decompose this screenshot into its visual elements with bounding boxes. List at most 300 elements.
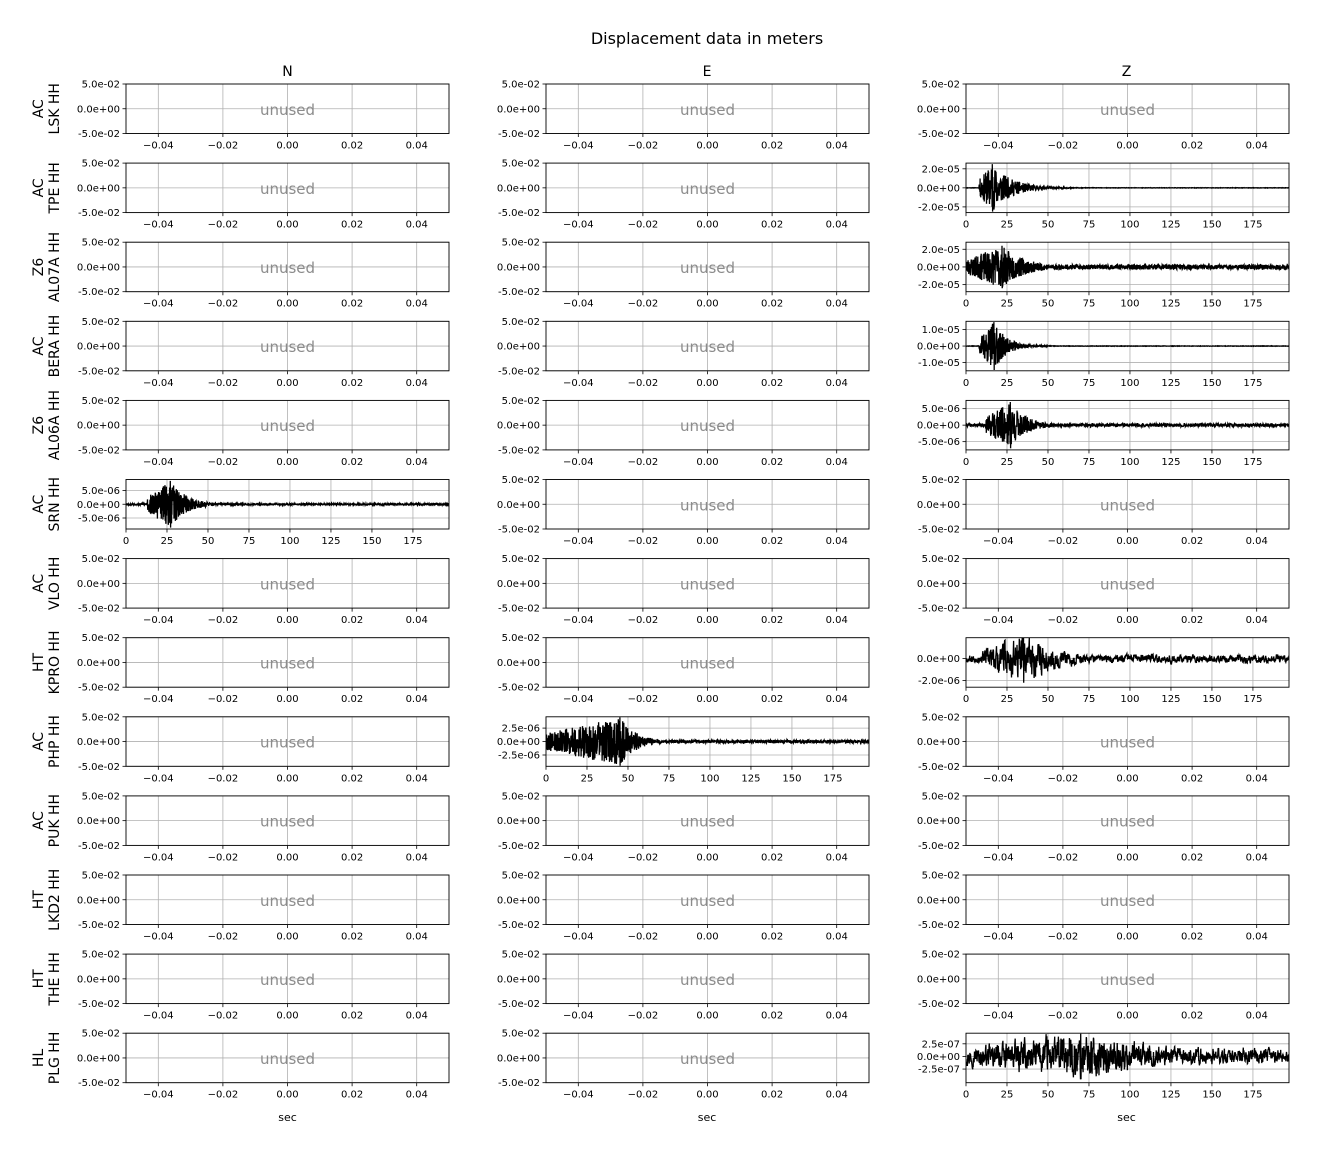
y-tick-label: 0.0e+00 [76, 499, 120, 511]
y-tick-label: -5.0e-02 [498, 603, 540, 615]
y-tick-label: -5.0e-02 [498, 129, 540, 140]
x-tick-label: 0.02 [760, 615, 784, 627]
y-tick-label: 0.0e+00 [76, 104, 120, 116]
x-tick-label: 0.04 [405, 1089, 428, 1101]
x-tick-label: −0.04 [142, 140, 174, 152]
x-tick-label: 175 [1243, 1089, 1263, 1101]
x-tick-label: 0.00 [276, 298, 299, 310]
x-tick-label: −0.04 [562, 456, 594, 468]
y-tick-label: 5.0e-02 [501, 949, 540, 961]
x-tick-label: 0.04 [405, 219, 428, 231]
y-tick-label: -5.0e-02 [78, 445, 120, 457]
y-tick-label: -5.0e-02 [78, 840, 120, 852]
unused-label: unused [259, 258, 316, 277]
x-tick-label: 100 [1120, 219, 1140, 231]
x-tick-label: 150 [1202, 1089, 1222, 1101]
x-tick-label: 0.00 [696, 298, 719, 310]
x-tick-label: 0.04 [405, 140, 428, 152]
y-tick-label: -5.0e-02 [498, 445, 540, 457]
panel-puk-hh-e [497, 791, 869, 863]
panel-al06a-hh-z [917, 400, 1289, 468]
row-label-station: AL07A HH [47, 231, 63, 303]
y-tick-label: 0.0e+00 [916, 183, 960, 195]
x-tick-label: −0.02 [1047, 536, 1079, 547]
x-tick-label: 75 [1082, 1089, 1096, 1101]
unused-label: unused [259, 970, 316, 989]
y-tick-label: 2.5e-06 [501, 723, 540, 735]
x-tick-label: 0.04 [825, 456, 848, 468]
x-tick-label: 0.02 [760, 536, 784, 547]
unused-label: unused [679, 338, 736, 357]
x-tick-label: 0.02 [760, 1010, 784, 1022]
y-tick-label: -2.5e-06 [498, 750, 540, 762]
y-tick-label: 5.0e-02 [921, 791, 960, 803]
panel-the-hh-e [497, 950, 869, 1022]
x-tick-label: 0.04 [1245, 1010, 1268, 1022]
x-tick-label: 0.00 [276, 694, 299, 706]
x-tick-label: −0.04 [142, 694, 174, 706]
unused-label: unused [679, 258, 736, 277]
panel-plg-hh-n [77, 1029, 449, 1101]
x-tick-label: 0.00 [696, 852, 719, 864]
x-tick-label: 100 [1120, 1089, 1140, 1101]
x-tick-label: 0.00 [1116, 931, 1139, 943]
y-tick-label: 5.0e-02 [81, 791, 120, 803]
x-tick-label: 125 [1161, 219, 1181, 231]
x-tick-label: −0.02 [207, 298, 239, 310]
y-tick-label: 0.0e+00 [496, 578, 540, 590]
row-label-network: AC [31, 573, 47, 593]
waveform-line [126, 481, 449, 528]
unused-label: unused [1099, 575, 1156, 594]
x-tick-label: −0.02 [207, 694, 239, 706]
y-tick-label: 5.0e-02 [501, 395, 540, 407]
y-tick-label: -5.0e-02 [498, 999, 540, 1011]
x-tick-label: 75 [1082, 298, 1096, 310]
x-tick-label: 0.00 [276, 1010, 299, 1022]
y-tick-label: -2.0e-06 [918, 676, 960, 688]
column-title-n: N [282, 64, 293, 80]
row-label-network: HT [31, 652, 47, 672]
x-tick-label: −0.02 [1047, 773, 1079, 785]
y-tick-label: 5.0e-02 [501, 158, 540, 170]
panel-vlo-hh-z [917, 554, 1289, 626]
y-tick-label: 5.0e-02 [81, 158, 120, 170]
y-tick-label: 0.0e+00 [496, 104, 540, 116]
x-tick-label: −0.02 [627, 219, 659, 231]
unused-label: unused [1099, 970, 1156, 989]
row-label [31, 83, 63, 134]
x-tick-label: 50 [1041, 456, 1055, 468]
x-tick-label: −0.04 [562, 931, 594, 943]
x-tick-label: 0.00 [696, 140, 719, 152]
y-tick-label: -5.0e-02 [498, 287, 540, 299]
panel-srn-hh-e [497, 475, 869, 547]
y-tick-label: 5.0e-02 [81, 316, 120, 328]
unused-label: unused [679, 417, 736, 436]
x-tick-label: 50 [1041, 377, 1055, 389]
row-label [31, 794, 63, 847]
row-label [31, 477, 63, 532]
y-tick-label: 5.0e-02 [501, 791, 540, 803]
panel-grid [31, 80, 1289, 1101]
y-tick-label: 5.0e-02 [921, 949, 960, 961]
y-tick-label: -5.0e-02 [918, 603, 960, 615]
row-label-station: LKD2 HH [47, 868, 63, 931]
x-tick-label: 0.04 [1245, 852, 1268, 864]
unused-label: unused [1099, 891, 1156, 910]
x-tick-label: −0.02 [1047, 1010, 1079, 1022]
y-tick-label: 0.0e+00 [496, 737, 540, 749]
x-tick-label: −0.02 [207, 140, 239, 152]
x-tick-label: 0.00 [696, 1010, 719, 1022]
unused-label: unused [679, 654, 736, 673]
panel-lkd2-hh-z [917, 871, 1289, 943]
y-tick-label: -5.0e-02 [498, 366, 540, 378]
y-tick-label: 0.0e+00 [916, 578, 960, 590]
row-label [31, 715, 63, 768]
unused-label: unused [679, 812, 736, 831]
panel-php-hh-e [497, 717, 869, 785]
x-tick-label: 0.02 [760, 298, 784, 310]
panel-tpe-hh-e [497, 159, 869, 231]
y-tick-label: 5.0e-02 [921, 79, 960, 91]
x-tick-label: 0.02 [760, 852, 784, 864]
x-tick-label: 100 [1120, 456, 1140, 468]
y-tick-label: 5.0e-02 [921, 712, 960, 724]
x-tick-label: 0.00 [276, 615, 299, 627]
x-tick-label: 0.04 [405, 377, 428, 389]
y-tick-label: 5.0e-02 [81, 237, 120, 249]
panel-plg-hh-e [497, 1029, 869, 1101]
panel-vlo-hh-n [77, 554, 449, 626]
row-the-hh [31, 950, 1289, 1022]
waveform-line [966, 634, 1289, 683]
x-tick-label: 175 [1243, 298, 1263, 310]
unused-label: unused [679, 100, 736, 119]
x-tick-label: −0.02 [627, 852, 659, 864]
x-tick-label: 75 [1082, 219, 1096, 231]
panel-lsk-hh-n [77, 80, 449, 152]
x-tick-label: −0.02 [627, 615, 659, 627]
x-tick-label: 0.00 [276, 219, 299, 231]
x-tick-label: 0.02 [340, 773, 364, 785]
x-tick-label: 150 [1202, 298, 1222, 310]
y-tick-label: 5.0e-02 [501, 79, 540, 91]
x-tick-label: −0.04 [142, 773, 174, 785]
y-tick-label: -5.0e-02 [498, 920, 540, 931]
x-tick-label: −0.02 [627, 931, 659, 943]
x-tick-label: 175 [823, 773, 843, 785]
x-tick-label: 100 [1120, 377, 1140, 389]
panel-al06a-hh-n [77, 396, 449, 468]
x-tick-label: 0.04 [405, 615, 428, 627]
x-tick-label: 0.04 [825, 1089, 848, 1101]
panel-srn-hh-z [917, 475, 1289, 547]
y-tick-label: 5.0e-02 [81, 79, 120, 91]
y-tick-label: 1.0e-05 [921, 325, 960, 337]
x-tick-label: 0.02 [340, 615, 364, 627]
y-tick-label: 0.0e+00 [916, 420, 960, 432]
y-tick-label: -5.0e-02 [78, 208, 120, 220]
x-tick-label: 0.04 [825, 536, 848, 547]
panel-srn-hh-n [77, 480, 449, 548]
x-tick-label: 50 [621, 773, 635, 785]
y-tick-label: 0.0e+00 [496, 816, 540, 828]
y-tick-label: 0.0e+00 [76, 420, 120, 432]
x-tick-label: −0.04 [562, 1010, 594, 1022]
x-axis-label-z: sec [1117, 1111, 1136, 1124]
x-tick-label: 0.04 [405, 298, 428, 310]
x-tick-label: 0.02 [340, 694, 364, 706]
x-tick-label: 0.00 [276, 1089, 299, 1101]
y-tick-label: -5.0e-02 [78, 682, 120, 694]
x-tick-label: 0.04 [405, 456, 428, 468]
y-tick-label: 0.0e+00 [916, 654, 960, 666]
y-tick-label: 0.0e+00 [916, 974, 960, 986]
x-tick-label: 125 [321, 536, 341, 547]
x-tick-label: 25 [1000, 1089, 1014, 1101]
y-tick-label: 0.0e+00 [76, 578, 120, 590]
y-tick-label: -5.0e-02 [918, 999, 960, 1011]
y-tick-label: -5.0e-02 [78, 1078, 120, 1090]
x-tick-label: 0.04 [405, 931, 428, 943]
x-tick-label: 0.04 [825, 694, 848, 706]
x-tick-label: 25 [1000, 456, 1014, 468]
x-tick-label: 0.02 [340, 377, 364, 389]
y-tick-label: -5.0e-02 [78, 287, 120, 299]
column-title-e: E [702, 64, 712, 80]
x-tick-label: −0.02 [1047, 615, 1079, 627]
x-tick-label: −0.04 [562, 1089, 594, 1101]
row-label-station: SRN HH [47, 476, 63, 532]
x-tick-label: 0.02 [340, 852, 364, 864]
row-label [31, 631, 63, 695]
y-tick-label: -5.0e-02 [918, 129, 960, 140]
y-tick-label: 2.0e-05 [921, 244, 960, 256]
panel-puk-hh-n [77, 791, 449, 863]
panel-al07a-hh-z [917, 242, 1289, 310]
row-label-network: Z6 [31, 257, 47, 277]
y-tick-label: -2.0e-05 [918, 202, 960, 214]
y-tick-label: 5.0e-02 [81, 949, 120, 961]
y-tick-label: 0.0e+00 [496, 262, 540, 274]
row-kpro-hh [31, 631, 1289, 706]
y-tick-label: 0.0e+00 [76, 974, 120, 986]
y-tick-label: -5.0e-02 [918, 920, 960, 931]
x-tick-label: 0.04 [1245, 931, 1268, 943]
unused-label: unused [259, 1049, 316, 1068]
x-tick-label: 0.02 [1180, 615, 1204, 627]
row-label-station: TPE HH [47, 162, 63, 214]
y-tick-label: 0.0e+00 [76, 657, 120, 669]
x-tick-label: 100 [1120, 694, 1140, 706]
panel-bera-hh-n [77, 317, 449, 389]
y-tick-label: -5.0e-02 [918, 761, 960, 773]
x-tick-label: 25 [1000, 298, 1014, 310]
x-tick-label: 175 [1243, 377, 1263, 389]
x-tick-label: 0.02 [760, 694, 784, 706]
panel-the-hh-z [917, 950, 1289, 1022]
y-tick-label: 5.0e-02 [81, 712, 120, 724]
x-tick-label: 175 [1243, 694, 1263, 706]
y-tick-label: 0.0e+00 [916, 737, 960, 749]
row-al07a-hh [31, 232, 1289, 310]
y-tick-label: 0.0e+00 [76, 262, 120, 274]
x-tick-label: 150 [782, 773, 802, 785]
x-tick-label: 50 [1041, 694, 1055, 706]
row-label-station: BERA HH [47, 314, 63, 378]
x-tick-label: 0.02 [1180, 852, 1204, 864]
figure-title: Displacement data in meters [590, 29, 824, 48]
row-label-network: HT [31, 890, 47, 910]
x-tick-label: 0 [962, 298, 970, 310]
panel-kpro-hh-z [917, 634, 1289, 705]
x-tick-label: −0.02 [627, 377, 659, 389]
x-tick-label: 25 [1000, 694, 1014, 706]
x-tick-label: 0.02 [760, 140, 784, 152]
x-tick-label: 100 [1120, 298, 1140, 310]
x-tick-label: 0.00 [1116, 536, 1139, 547]
row-label [31, 1032, 63, 1085]
x-tick-label: 0.04 [405, 1010, 428, 1022]
x-tick-label: 0.04 [825, 377, 848, 389]
panel-tpe-hh-z [917, 163, 1289, 231]
x-tick-label: −0.04 [142, 1010, 174, 1022]
panel-al07a-hh-n [77, 238, 449, 310]
x-tick-label: 0.04 [825, 140, 848, 152]
x-tick-label: 0.02 [1180, 1010, 1204, 1022]
x-axis-label-n: sec [278, 1111, 297, 1124]
row-label [31, 232, 63, 302]
x-tick-label: 0.02 [760, 219, 784, 231]
x-tick-label: 0.00 [276, 377, 299, 389]
unused-label: unused [1099, 812, 1156, 831]
x-tick-label: −0.02 [627, 694, 659, 706]
x-tick-label: 25 [160, 536, 174, 547]
x-tick-label: 0.02 [760, 377, 784, 389]
y-tick-label: -5.0e-02 [498, 208, 540, 220]
x-tick-label: −0.02 [1047, 931, 1079, 943]
x-tick-label: 25 [1000, 219, 1014, 231]
x-tick-label: −0.02 [627, 1010, 659, 1022]
panel-the-hh-n [77, 950, 449, 1022]
unused-label: unused [259, 575, 316, 594]
x-tick-label: 175 [1243, 219, 1263, 231]
x-tick-label: 150 [1202, 456, 1222, 468]
panel-lsk-hh-e [497, 80, 869, 152]
y-tick-label: 5.0e-02 [921, 554, 960, 566]
row-php-hh [31, 712, 1289, 784]
y-tick-label: 0.0e+00 [76, 895, 120, 907]
x-tick-label: 0.04 [405, 852, 428, 864]
y-tick-label: 5.0e-02 [501, 1028, 540, 1040]
row-label-station: LSK HH [47, 83, 63, 135]
y-tick-label: 5.0e-02 [501, 237, 540, 249]
row-label [31, 390, 63, 460]
x-tick-label: 50 [201, 536, 215, 547]
x-tick-label: −0.02 [207, 773, 239, 785]
x-tick-label: −0.04 [142, 456, 174, 468]
row-label-network: HT [31, 969, 47, 989]
x-tick-label: 0.04 [1245, 615, 1268, 627]
x-tick-label: −0.02 [627, 298, 659, 310]
unused-label: unused [259, 417, 316, 436]
x-tick-label: −0.02 [627, 1089, 659, 1101]
y-tick-label: 0.0e+00 [496, 420, 540, 432]
x-tick-label: 75 [242, 536, 256, 547]
x-tick-label: 0 [962, 1089, 970, 1101]
y-tick-label: 5.0e-02 [921, 870, 960, 882]
panel-al06a-hh-e [497, 396, 869, 468]
y-tick-label: -2.0e-05 [918, 280, 960, 292]
row-label [31, 869, 63, 931]
x-tick-label: 75 [662, 773, 676, 785]
x-tick-label: −0.04 [142, 615, 174, 627]
x-tick-label: 0.02 [1180, 931, 1204, 943]
y-tick-label: -5.0e-02 [498, 524, 540, 536]
x-tick-label: 0.00 [696, 377, 719, 389]
y-tick-label: -5.0e-02 [918, 524, 960, 536]
y-tick-label: 0.0e+00 [76, 816, 120, 828]
unused-label: unused [679, 1049, 736, 1068]
y-tick-label: 5.0e-02 [81, 554, 120, 566]
x-tick-label: 0.02 [340, 931, 364, 943]
y-tick-label: 5.0e-02 [501, 316, 540, 328]
x-tick-label: 0.00 [276, 456, 299, 468]
x-tick-label: −0.04 [142, 377, 174, 389]
row-bera-hh [31, 315, 1289, 389]
panel-lsk-hh-z [917, 80, 1289, 152]
row-lkd2-hh [31, 869, 1289, 943]
x-tick-label: 150 [1202, 377, 1222, 389]
x-tick-label: 0.02 [1180, 773, 1204, 785]
row-label-station: KPRO HH [47, 630, 63, 695]
y-tick-label: 2.5e-07 [921, 1039, 960, 1051]
x-tick-label: 175 [1243, 456, 1263, 468]
panel-tpe-hh-n [77, 159, 449, 231]
y-tick-label: 0.0e+00 [76, 737, 120, 749]
x-tick-label: 0.04 [825, 615, 848, 627]
row-label-network: AC [31, 494, 47, 514]
x-tick-label: 125 [1161, 694, 1181, 706]
panel-bera-hh-e [497, 317, 869, 389]
y-tick-label: 0.0e+00 [916, 499, 960, 511]
panel-php-hh-z [917, 712, 1289, 784]
x-tick-label: −0.04 [562, 298, 594, 310]
x-tick-label: 0.00 [696, 694, 719, 706]
x-tick-label: 0.00 [1116, 1010, 1139, 1022]
row-label [31, 952, 63, 1006]
unused-label: unused [259, 733, 316, 752]
x-tick-label: −0.02 [627, 140, 659, 152]
panel-plg-hh-z [917, 1033, 1289, 1101]
x-tick-label: −0.04 [982, 536, 1014, 547]
unused-label: unused [1099, 733, 1156, 752]
x-tick-label: 0.00 [1116, 140, 1139, 152]
x-tick-label: 150 [362, 536, 382, 547]
row-label-station: PHP HH [47, 715, 63, 769]
y-tick-label: 0.0e+00 [916, 262, 960, 274]
x-tick-label: −0.04 [982, 1010, 1014, 1022]
y-tick-label: -5.0e-02 [78, 603, 120, 615]
x-tick-label: −0.04 [142, 852, 174, 864]
x-tick-label: −0.04 [982, 931, 1014, 943]
x-tick-label: 0.04 [1245, 140, 1268, 152]
x-tick-label: 150 [1202, 694, 1222, 706]
row-label-station: PLG HH [47, 1031, 63, 1085]
y-tick-label: 0.0e+00 [916, 104, 960, 116]
